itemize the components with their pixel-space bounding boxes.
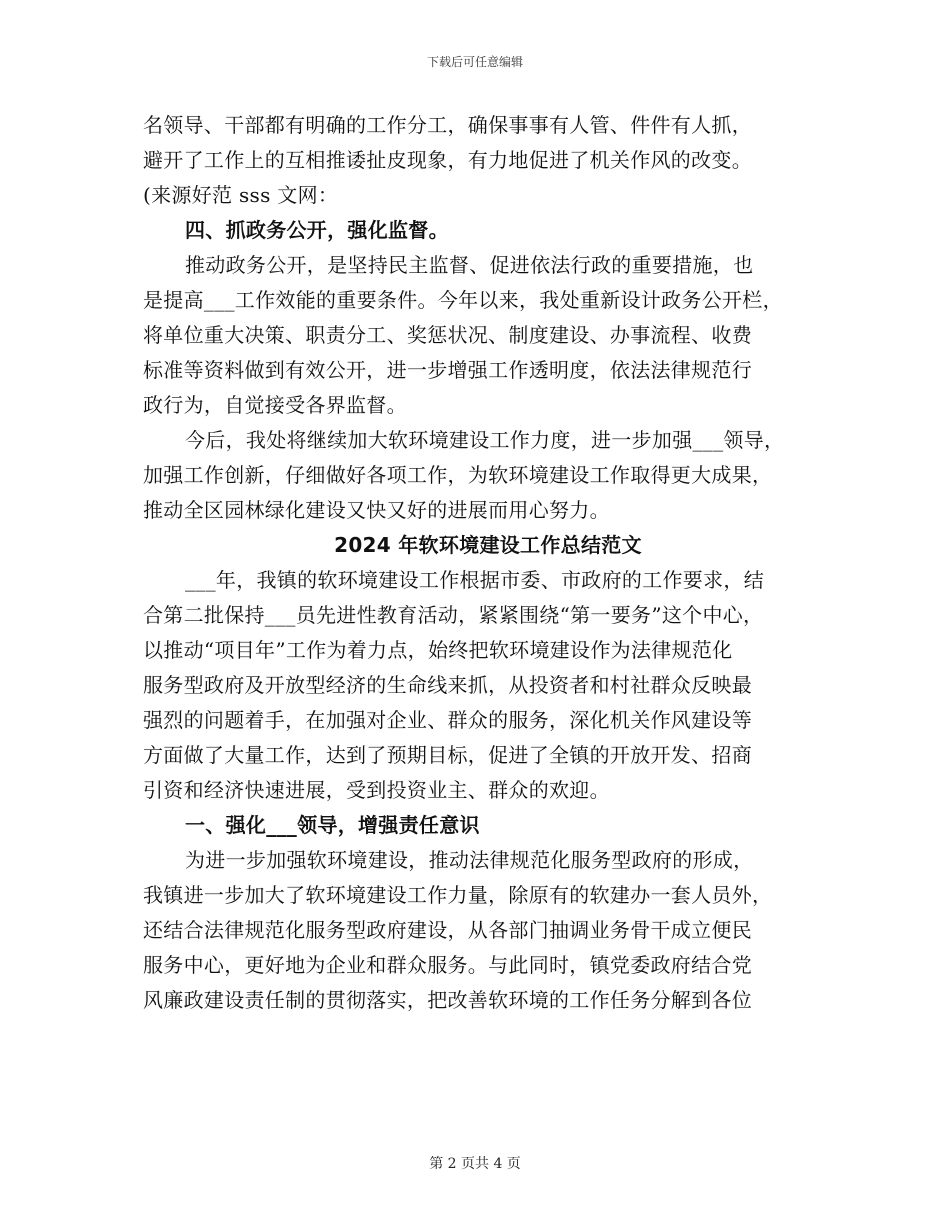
text-line: ___年，我镇的软环境建设工作根据市委、市政府的工作要求，结: [185, 568, 764, 592]
text-line: (来源好范 sss 文网：: [143, 183, 339, 207]
text-line: 加强工作创新，仔细做好各项工作，为软环境建设工作取得更大成果，: [143, 463, 773, 487]
text-line: 引资和经济快速进展，受到投资业主、群众的欢迎。: [143, 778, 610, 802]
text-line: 以推动“项目年”工作为着力点，始终把软环境建设作为法律规范化: [143, 638, 733, 662]
text-line: 名领导、干部都有明确的工作分工，确保事事有人管、件件有人抓，: [143, 113, 752, 137]
text-line: 推动全区园林绿化建设又快又好的进展而用心努力。: [143, 498, 610, 522]
text-line: 合第二批保持___员先进性教育活动，紧紧围绕“第一要务”这个中心，: [143, 603, 764, 627]
text-line: 还结合法律规范化服务型政府建设，从各部门抽调业务骨干成立便民: [143, 918, 752, 942]
text-line: 我镇进一步加大了软环境建设工作力量，除原有的软建办一套人员外，: [143, 883, 773, 907]
section-heading: 四、抓政务公开，强化监督。: [185, 218, 449, 242]
text-line: 标准等资料做到有效公开，进一步增强工作透明度，依法法律规范行: [143, 358, 752, 382]
page-header: 下载后可任意编辑: [426, 55, 523, 69]
text-line: 推动政务公开，是坚持民主监督、促进依法行政的重要措施，也: [185, 253, 754, 277]
document-title: 2024 年软环境建设工作总结范文: [334, 533, 642, 557]
text-line: 风廉政建设责任制的贯彻落实，把改善软环境的工作任务分解到各位: [143, 988, 752, 1012]
text-line: 方面做了大量工作，达到了预期目标，促进了全镇的开放开发、招商: [143, 743, 752, 767]
text-line: 服务中心，更好地为企业和群众服务。与此同时，镇党委政府结合党: [143, 953, 752, 977]
section-heading: 一、强化___领导，增强责任意识: [185, 813, 480, 837]
document-body: [143, 108, 823, 1018]
text-line: 强烈的问题着手，在加强对企业、群众的服务，深化机关作风建设等: [143, 708, 752, 732]
text-line: 将单位重大决策、职责分工、奖惩状况、制度建设、办事流程、收费: [143, 323, 752, 347]
text-line: 服务型政府及开放型经济的生命线来抓，从投资者和村社群众反映最: [143, 673, 752, 697]
text-line: 今后，我处将继续加大软环境建设工作力度，进一步加强___领导，: [185, 428, 785, 452]
text-line: 避开了工作上的互相推诿扯皮现象，有力地促进了机关作风的改变。: [143, 148, 752, 172]
text-line: 是提高___工作效能的重要条件。今年以来，我处重新设计政务公开栏，: [143, 288, 783, 312]
text-line: 政行为，自觉接受各界监督。: [143, 393, 407, 417]
text-line: 为进一步加强软环境建设，推动法律规范化服务型政府的形成，: [185, 848, 754, 872]
page-footer: 第 2 页共 4 页: [429, 1156, 521, 1172]
